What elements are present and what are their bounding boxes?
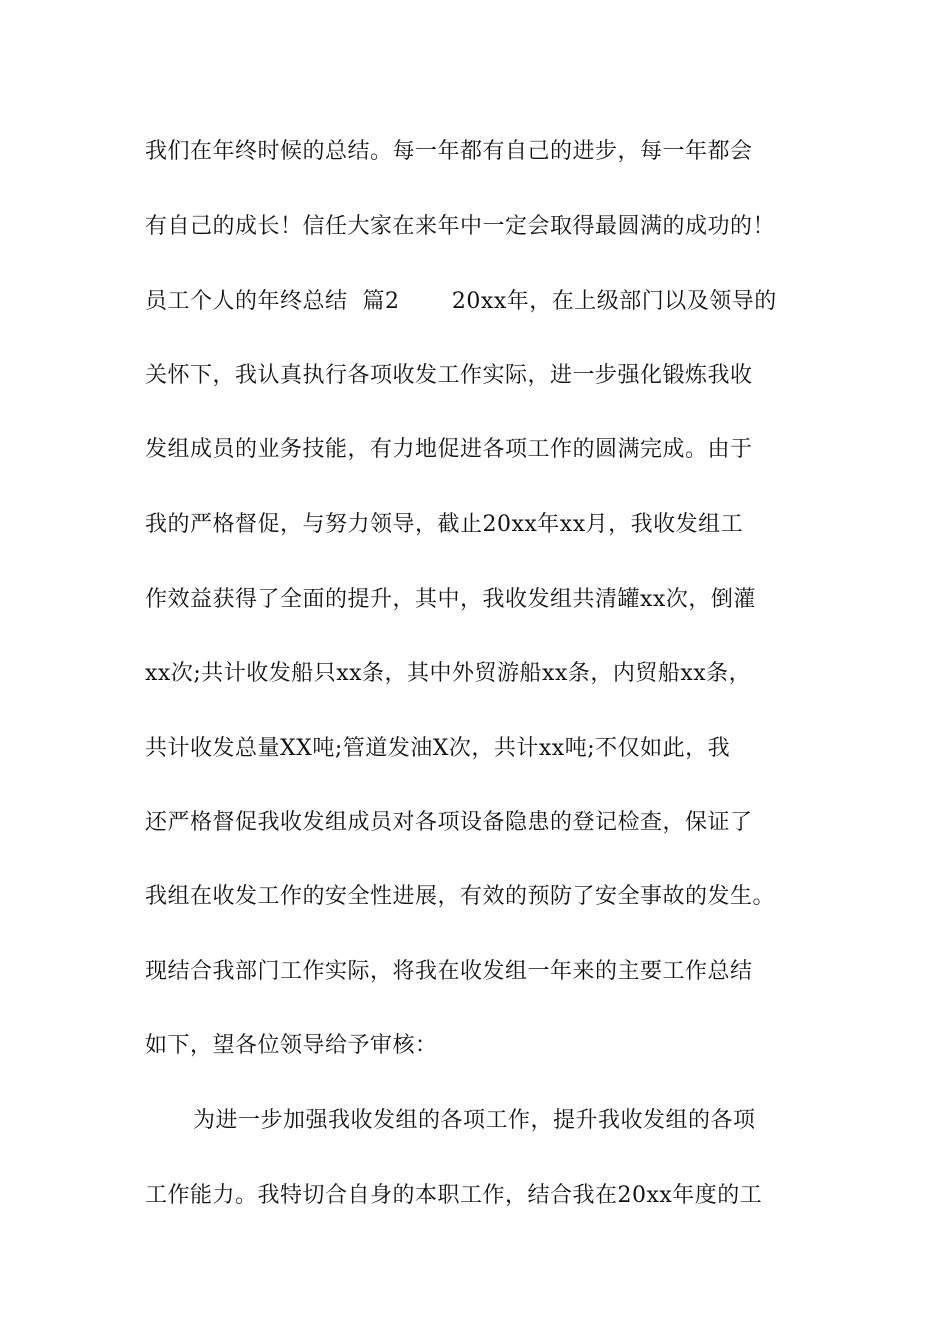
text-line: 如下，望各位领导给予审核： [145,1033,438,1058]
section-heading-line: 员工个人的年终总结 篇2 20xx年，在上级部门以及领导的 [145,289,777,314]
text-line: 共计收发总量XX吨;管道发油X次，共计xx吨;不仅如此，我 [145,736,731,761]
text-line: 我们在年终时候的总结。每一年都有自己的进步，每一年都会 [145,139,753,164]
text-line: 发组成员的业务技能，有力地促进各项工作的圆满完成。由于 [145,437,753,462]
text-line: xx次;共计收发船只xx条，其中外贸游船xx条，内贸船xx条， [145,661,752,686]
text-line: 我组在收发工作的安全性进展，有效的预防了安全事故的发生。 [145,884,776,909]
text-line: 现结合我部门工作实际，将我在收发组一年来的主要工作总结 [145,959,753,984]
text-line: 我的严格督促，与努力领导，截止20xx年xx月，我收发组工 [145,512,744,537]
paragraph-start-line: 为进一步加强我收发组的各项工作，提升我收发组的各项 [193,1108,756,1133]
text-line: 关怀下，我认真执行各项收发工作实际，进一步强化锻炼我收 [145,363,753,388]
text-line: 还严格督促我收发组成员对各项设备隐患的登记检查，保证了 [145,810,753,835]
text-line: 有自己的成长！信任大家在来年中一定会取得最圆满的成功的！ [145,214,776,239]
text-line: 作效益获得了全面的提升，其中，我收发组共清罐xx次，倒灌 [145,587,756,612]
text-line: 工作能力。我特切合自身的本职工作，结合我在20xx年度的工 [145,1183,763,1208]
